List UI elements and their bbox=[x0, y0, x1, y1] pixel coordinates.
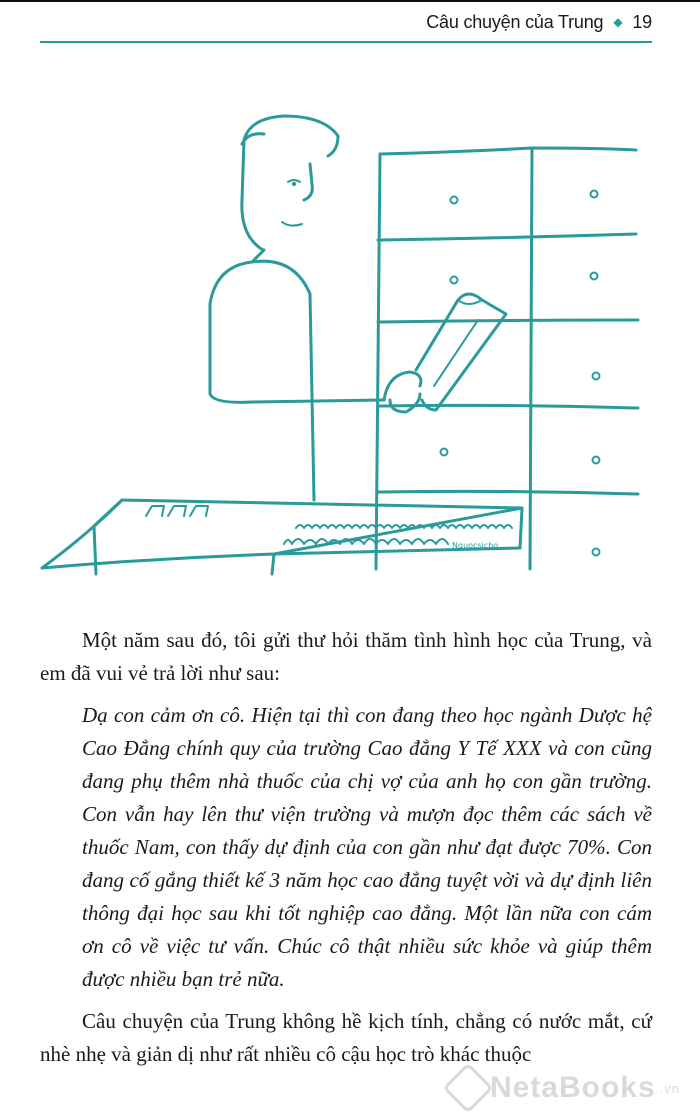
watermark-suffix: .vn bbox=[659, 1080, 680, 1096]
closing-paragraph: Câu chuyện của Trung không hề kịch tính, chẳng có nước mắt, cứ nhè nhẹ và giản dị như rất nhiều cô cậu học trò khác thuộc bbox=[40, 1009, 652, 1066]
diamond-icon: ◆ bbox=[613, 15, 623, 29]
artist-signature: Nguocsicho bbox=[452, 541, 499, 550]
running-header bbox=[426, 10, 652, 34]
body-text bbox=[40, 624, 652, 1071]
pharmacist-illustration bbox=[38, 104, 658, 584]
letter-quote: Dạ con cảm ơn cô. Hiện tại thì con đang theo học ngành Dược hệ Cao Đẳng chính quy của trường Cao đẳng Y Tế XXX và con cũng đang phụ thêm nhà thuốc của chị vợ của anh họ con gần trường. Con vẫn hay lên thư viện trường và mượn đọc thêm các sách về thuốc Nam, con thấy dự định của con gần như đạt được 70%. Con đang cố gắng thiết kế 3 năm học cao đẳng tuyệt vời và dự định liên thông đại học sau khi tốt nghiệp cao đẳng. Một lần nữa con cám ơn cô về việc tư vấn. Chúc cô thật nhiều sức khỏe và giúp thêm được nhiều bạn trẻ nữa. bbox=[82, 703, 652, 991]
watermark bbox=[450, 1070, 680, 1106]
header-rule bbox=[40, 41, 652, 43]
intro-paragraph: Một năm sau đó, tôi gửi thư hỏi thăm tình hình học của Trung, và em đã vui vẻ trả lời như sau: bbox=[40, 628, 652, 685]
netabooks-logo-icon bbox=[442, 1063, 493, 1114]
illustration-drawing bbox=[38, 104, 658, 584]
page-number: 19 bbox=[632, 11, 652, 32]
page-top-edge bbox=[0, 0, 700, 2]
pharmacy-counter bbox=[42, 500, 522, 574]
chapter-title: Câu chuyện của Trung bbox=[426, 11, 604, 32]
pharmacist-figure bbox=[210, 116, 506, 500]
watermark-brand: NetaBooks bbox=[489, 1071, 656, 1104]
